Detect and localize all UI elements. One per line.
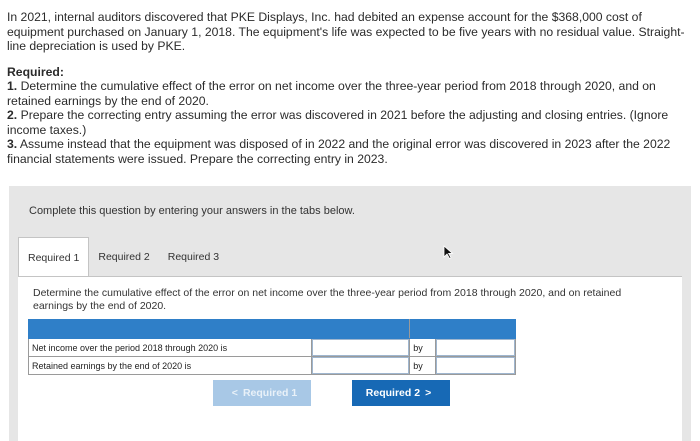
answer-panel	[9, 186, 691, 441]
next-button-label: Required 2	[365, 387, 421, 399]
requirement-1	[7, 79, 693, 108]
net-income-amount-input[interactable]	[312, 339, 409, 356]
problem-statement	[7, 10, 693, 166]
panel-instruction: Complete this question by entering your answers in the tabs below.	[29, 205, 355, 217]
chevron-right-icon: >	[425, 387, 432, 399]
retained-earnings-amount-input[interactable]	[312, 357, 409, 374]
by-label: by	[410, 339, 436, 357]
row-label: Net income over the period 2018 through 2020 is	[29, 339, 312, 357]
tab-content	[18, 276, 682, 441]
requirement-2-text: Prepare the correcting entry assuming the error was discovered in 2021 before the adjusting and closing entries. (Ignore income taxes.)	[7, 108, 669, 137]
row-label: Retained earnings by the end of 2020 is	[29, 357, 312, 375]
problem-intro: In 2021, internal auditors discovered that PKE Displays, Inc. had debited an expense account for the $368,000 cost of equipment purchased on January 1, 2018. The equipment's life was expected to be five years with no residual value. Straight-line depreciation is used by PKE.	[7, 10, 685, 53]
tab-required-1[interactable]: Required 1	[18, 237, 89, 278]
tab-required-3[interactable]: Required 3	[159, 237, 228, 277]
requirement-2-number: 2.	[7, 108, 18, 122]
requirement-3-number: 3.	[7, 137, 18, 151]
mouse-pointer-icon	[443, 245, 455, 259]
requirement-3-text: Assume instead that the equipment was disposed of in 2022 and the original error was discovered in 2023 after the 2022 financial statements were issued. Prepare the correcting entry in 2023.	[7, 137, 671, 166]
requirement-3	[7, 137, 693, 166]
chevron-left-icon: <	[231, 387, 238, 399]
requirement-1-text: Determine the cumulative effect of the error on net income over the three-year period from 2018 through 2020, and on retained earnings by the end of 2020.	[7, 79, 656, 108]
previous-button-label: Required 1	[242, 387, 298, 399]
previous-button[interactable]	[213, 380, 311, 406]
table-row	[29, 357, 516, 375]
retained-earnings-direction-select[interactable]	[436, 357, 515, 374]
next-button[interactable]	[352, 380, 450, 406]
tab-bar	[18, 237, 228, 277]
answer-table	[28, 319, 516, 375]
required-heading: Required:	[7, 64, 64, 79]
requirement-2	[7, 108, 693, 137]
requirement-1-number: 1.	[7, 79, 18, 93]
net-income-direction-select[interactable]	[436, 339, 515, 356]
tab-prompt: Determine the cumulative effect of the error on net income over the three-year period from 2018 through 2020, and on retained earnings by the end of 2020.	[33, 287, 622, 312]
by-label: by	[410, 357, 436, 375]
table-row	[29, 339, 516, 357]
tab-required-2[interactable]: Required 2	[89, 237, 158, 277]
table-header-row	[29, 320, 516, 339]
